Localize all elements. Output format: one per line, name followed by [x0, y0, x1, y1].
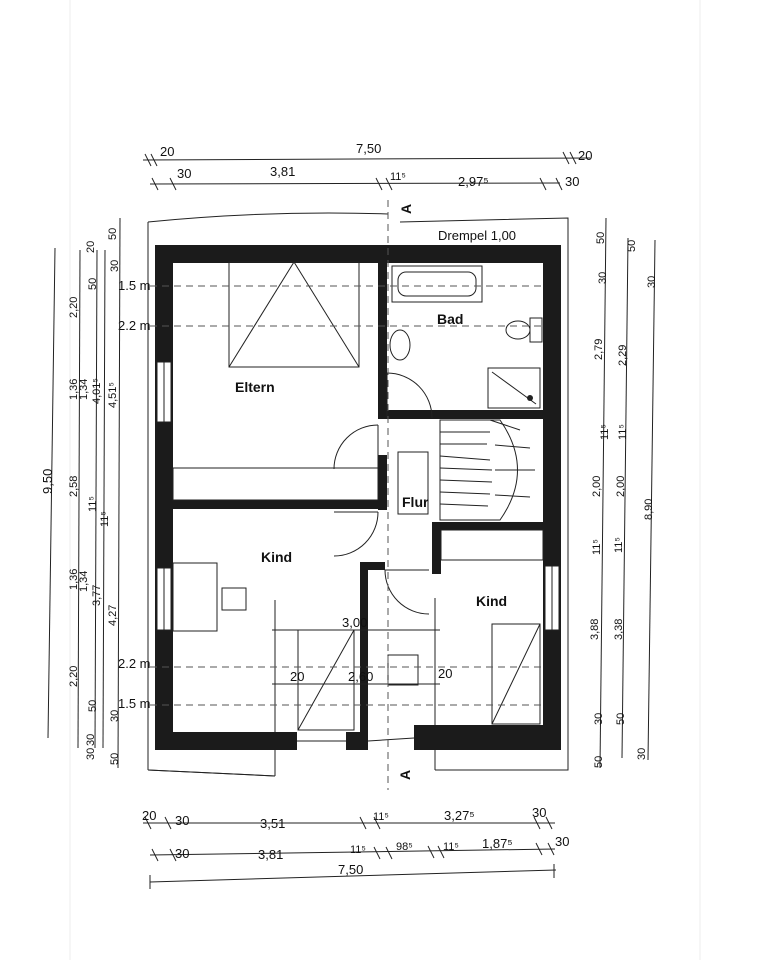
chair-left [222, 588, 246, 610]
dim-right-c1-5: 3,88 [589, 618, 601, 640]
toilet [506, 318, 542, 342]
dim-bottom-r1-c: 3,51 [260, 816, 286, 831]
dim-left-c3-1: 1,34 [78, 378, 90, 400]
dimension-right [589, 218, 658, 768]
roof-window-eltern [229, 262, 359, 367]
dim-left-c5-2: 11⁵ [99, 511, 111, 527]
height-label-22-top: 2.2 m [118, 318, 151, 333]
dim-bottom-r1-e: 3,27⁵ [444, 808, 475, 823]
dim-left-c3-3: 1,34 [78, 570, 90, 592]
dim-right-c1-6: 50 [593, 755, 605, 768]
desk-left [173, 563, 217, 631]
dim-right-c2-4: 2,00 [615, 475, 627, 497]
wardrobe-eltern [173, 468, 378, 500]
dim-inner-w1: 3,00 [342, 615, 368, 630]
room-label-flur: Flur [402, 494, 429, 510]
dim-right-c3-1: 8,90 [643, 498, 655, 520]
dim-right-c2-2: 2,29 [617, 344, 629, 366]
dim-left-c5-4: 50 [109, 752, 121, 765]
dim-left-c2-6: 30 [85, 747, 97, 760]
dim-left-c5-3: 4,27 [107, 604, 119, 626]
sink [390, 330, 410, 360]
dim-inner-s1: 20 [290, 669, 305, 684]
section-label-bottom: A [397, 769, 413, 780]
dim-right-c3-0: 30 [646, 275, 658, 288]
dim-right-c2-0: 30 [597, 271, 609, 284]
dim-bottom-r1-d: 11⁵ [373, 811, 389, 823]
dim-left-c2-4: 1,36 [68, 568, 80, 590]
dim-inner-s2: 20 [438, 666, 453, 681]
dim-right-c1-1: 2,79 [593, 338, 605, 360]
dim-bottom-r2-c: 11⁵ [350, 844, 366, 856]
dim-left-c5-1: 4,51⁵ [107, 382, 119, 408]
dim-top-r2-c: 11⁵ [390, 171, 406, 183]
dim-left-c3-4: 50 [87, 699, 99, 712]
dim-left-c3-5: 30 [85, 733, 97, 746]
dim-right-c1-2: 11⁵ [599, 424, 611, 440]
height-lines [118, 278, 543, 711]
dim-left-c4-3: 30 [109, 709, 121, 722]
dimension-bottom [142, 805, 569, 889]
dim-right-c2-6: 3,38 [613, 618, 625, 640]
dim-right-c2-1: 50 [626, 239, 638, 252]
dim-bottom-r1-b: 30 [175, 813, 190, 828]
bathtub [392, 266, 482, 302]
dim-right-c2-5: 11⁵ [613, 537, 625, 553]
dim-top-r2-d: 2,97⁵ [458, 174, 489, 189]
dim-top-r2-a: 30 [177, 166, 192, 181]
dim-left-c2-0: 20 [85, 240, 97, 253]
dim-inner-w2: 2,60 [348, 669, 374, 684]
plan-outline [148, 213, 568, 776]
dim-bottom-r2-e: 11⁵ [443, 841, 459, 853]
dim-left-c4-1: 4,01⁵ [91, 378, 103, 404]
shower [488, 368, 540, 408]
dim-right-c3-2: 30 [636, 747, 648, 760]
dim-left-c2-5: 2,20 [68, 665, 80, 687]
dim-left-c3-2: 11⁵ [87, 496, 99, 512]
dim-left-c3-0: 50 [87, 277, 99, 290]
room-label-bad: Bad [437, 311, 464, 327]
staircase [440, 420, 535, 520]
dim-left-c2-3: 2,58 [68, 475, 80, 497]
room-label-eltern: Eltern [235, 379, 275, 395]
dim-right-c2-7: 50 [615, 712, 627, 725]
dim-top-r1-total: 7,50 [356, 141, 382, 156]
dim-bottom-r2-g: 30 [555, 834, 570, 849]
dim-bottom-r1-f: 30 [532, 805, 547, 820]
height-label-15-top: 1.5 m [118, 278, 151, 293]
dim-left-c2-2: 1,36 [68, 378, 80, 400]
dim-bottom-r1-a: 20 [142, 808, 157, 823]
dim-bottom-r2-f: 1,87⁵ [482, 836, 513, 851]
drempel-label: Drempel 1,00 [438, 228, 517, 243]
dim-bottom-r2-a: 30 [175, 846, 190, 861]
dimension-left [40, 218, 121, 768]
dim-top-r1-l: 20 [160, 144, 175, 159]
dim-left-c4-0: 30 [109, 259, 121, 272]
dim-bottom-r3-total: 7,50 [338, 862, 364, 877]
dim-right-c2-8: 30 [593, 712, 605, 725]
dim-left-c4-2: 3,77 [91, 584, 103, 606]
dim-top-r2-b: 3,81 [270, 164, 296, 179]
dim-right-c1-3: 2,00 [591, 475, 603, 497]
dim-left-c5-0: 50 [107, 227, 119, 240]
dim-bottom-r2-b: 3,81 [258, 847, 284, 862]
dimension-top [143, 141, 592, 190]
dim-top-r1-r: 20 [578, 148, 593, 163]
dim-left-c2-1: 2,20 [68, 296, 80, 318]
room-label-kind-left: Kind [261, 549, 293, 565]
section-label-top: A [398, 203, 414, 214]
dim-bottom-r2-d: 98⁵ [396, 841, 413, 853]
dim-left-outer: 9,50 [40, 468, 55, 494]
dim-right-c2-3: 11⁵ [617, 424, 629, 440]
wardrobe-kind-right [441, 530, 543, 560]
roof-window-kind-right [492, 624, 540, 724]
height-label-22-bottom: 2.2 m [118, 656, 151, 671]
dim-top-r2-e: 30 [565, 174, 580, 189]
height-label-15-bottom: 1.5 m [118, 696, 151, 711]
dim-right-c1-4: 11⁵ [591, 539, 603, 555]
room-label-kind-right: Kind [476, 593, 508, 609]
dim-right-c1-0: 50 [595, 231, 607, 244]
